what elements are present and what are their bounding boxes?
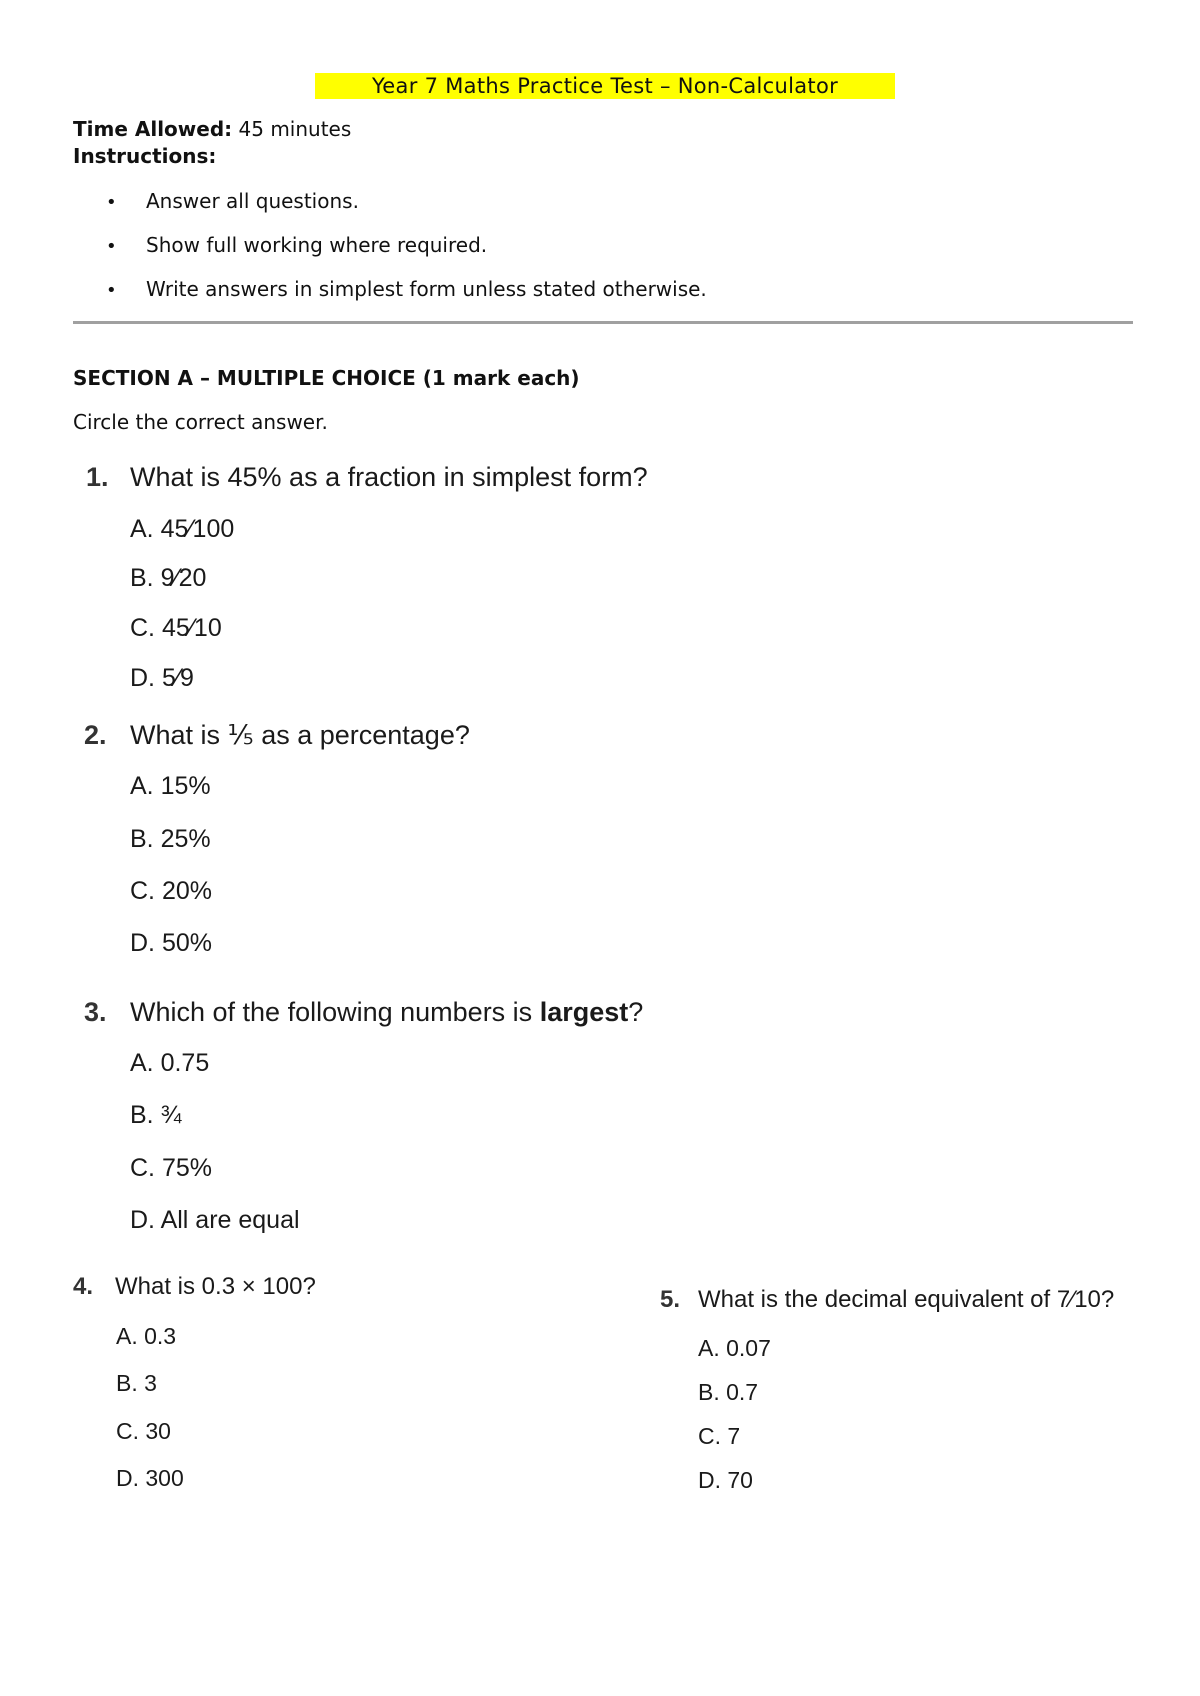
q3-option-a[interactable]: A. 0.75 [130, 1049, 210, 1077]
instructions-label-text: Instructions: [73, 144, 217, 168]
time-allowed-label: Time Allowed: [73, 117, 233, 141]
time-allowed-line [73, 116, 351, 142]
q5-option-a[interactable]: A. 0.07 [698, 1335, 771, 1361]
question-number: 4. [73, 1273, 94, 1300]
q1-option-b[interactable]: B. 9⁄20 [130, 564, 207, 592]
question-1 [86, 460, 648, 494]
question-text: What is 0.3 × 100? [115, 1273, 316, 1300]
instructions-label [73, 143, 216, 169]
q5-option-d[interactable]: D. 70 [698, 1467, 753, 1493]
bullet-icon: • [106, 280, 117, 301]
q1-option-a[interactable]: A. 45⁄100 [130, 515, 235, 543]
divider [73, 321, 1133, 324]
question-number: 3. [84, 997, 107, 1027]
instruction-text: Answer all questions. [146, 189, 359, 213]
q1-option-d[interactable]: D. 5⁄9 [130, 664, 194, 692]
page-title: Year 7 Maths Practice Test – Non-Calculator [315, 73, 895, 99]
section-instruction: Circle the correct answer. [73, 410, 328, 434]
q2-option-a[interactable]: A. 15% [130, 772, 211, 800]
question-2 [84, 718, 470, 752]
question-number: 2. [84, 720, 107, 750]
q2-option-b[interactable]: B. 25% [130, 825, 211, 853]
question-4 [73, 1272, 316, 1302]
bullet-icon: • [106, 192, 117, 213]
q4-option-b[interactable]: B. 3 [116, 1370, 157, 1396]
q1-option-c[interactable]: C. 45⁄10 [130, 614, 222, 642]
question-number: 1. [86, 462, 109, 492]
q4-option-c[interactable]: C. 30 [116, 1418, 171, 1444]
time-allowed-value: 45 minutes [238, 117, 352, 141]
question-number: 5. [660, 1286, 681, 1313]
q3-option-c[interactable]: C. 75% [130, 1154, 212, 1182]
question-text: What is the decimal equivalent of 7⁄10? [698, 1286, 1115, 1313]
question-text: What is ⅕ as a percentage? [130, 720, 470, 750]
q4-option-d[interactable]: D. 300 [116, 1465, 184, 1491]
instruction-item [106, 188, 359, 216]
question-3 [84, 995, 643, 1029]
instruction-item [106, 232, 487, 260]
q2-option-d[interactable]: D. 50% [130, 929, 212, 957]
question-text: Which of the following numbers is [130, 997, 540, 1027]
q5-option-b[interactable]: B. 0.7 [698, 1379, 759, 1405]
bullet-icon: • [106, 236, 117, 257]
q4-option-a[interactable]: A. 0.3 [116, 1323, 177, 1349]
question-text-emphasis: largest [539, 997, 629, 1027]
q2-option-c[interactable]: C. 20% [130, 877, 212, 905]
q5-option-c[interactable]: C. 7 [698, 1423, 741, 1449]
instruction-text: Show full working where required. [146, 233, 488, 257]
question-text: What is 45% as a fraction in simplest form? [130, 462, 648, 492]
instruction-item [106, 276, 707, 304]
q3-option-b[interactable]: B. ¾ [130, 1101, 182, 1129]
q3-option-d[interactable]: D. All are equal [130, 1206, 300, 1234]
instruction-text: Write answers in simplest form unless stated otherwise. [146, 277, 707, 301]
section-title: SECTION A – MULTIPLE CHOICE (1 mark each) [73, 366, 580, 390]
question-5 [660, 1285, 1114, 1315]
question-text-end: ? [628, 997, 644, 1027]
